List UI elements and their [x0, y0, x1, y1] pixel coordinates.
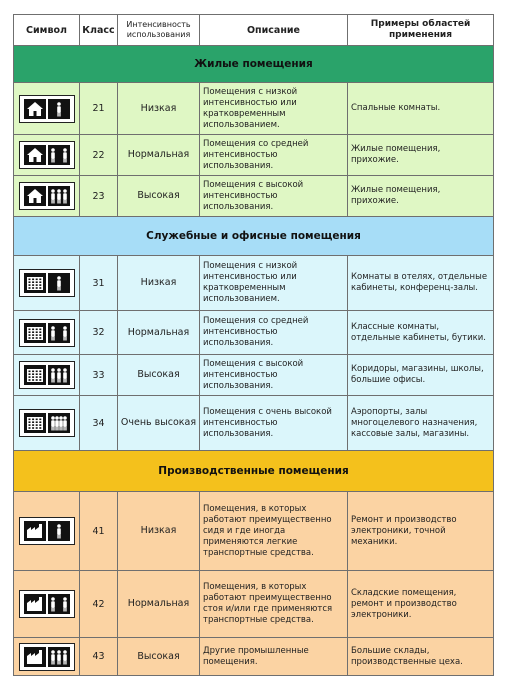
people-icon	[48, 594, 70, 614]
symbol-cell	[14, 571, 80, 638]
section-title: Жилые помещения	[14, 46, 494, 83]
description-cell: Помещения, в которых работают преимущественно сидя и где иногда применяются легкие транспортные средства.	[200, 492, 348, 571]
table-row	[14, 311, 494, 355]
description-cell: Помещения со средней интенсивностью использования.	[200, 135, 348, 176]
symbol-cell	[14, 355, 80, 396]
office-building-icon	[24, 273, 46, 293]
class-symbol-icon	[19, 643, 75, 671]
people-icon	[48, 145, 70, 165]
symbol-cell	[14, 256, 80, 311]
table-row	[14, 176, 494, 217]
symbol-cell	[14, 311, 80, 355]
office-building-icon	[24, 365, 46, 385]
header-symbol: Символ	[14, 15, 80, 46]
class-symbol-icon	[19, 182, 75, 210]
factory-icon	[24, 647, 46, 667]
house-icon	[24, 99, 46, 119]
class-cell: 32	[80, 311, 118, 355]
table-row	[14, 355, 494, 396]
examples-cell: Большие склады, производственные цеха.	[348, 638, 494, 676]
people-icon	[48, 413, 70, 433]
people-icon	[48, 323, 70, 343]
section-residential	[14, 46, 494, 83]
class-symbol-icon	[19, 517, 75, 545]
examples-cell: Складские помещения, ремонт и производство электроники.	[348, 571, 494, 638]
class-cell: 41	[80, 492, 118, 571]
description-cell: Помещения с высокой интенсивностью использования.	[200, 176, 348, 217]
examples-cell: Комнаты в отелях, отдельные кабинеты, конференц-залы.	[348, 256, 494, 311]
class-symbol-icon	[19, 141, 75, 169]
intensity-cell: Высокая	[118, 176, 200, 217]
section-title: Служебные и офисные помещения	[14, 217, 494, 256]
examples-cell: Классные комнаты, отдельные кабинеты, бутики.	[348, 311, 494, 355]
house-icon	[24, 186, 46, 206]
examples-cell: Жилые помещения, прихожие.	[348, 176, 494, 217]
factory-icon	[24, 521, 46, 541]
people-icon	[48, 647, 70, 667]
table-row	[14, 256, 494, 311]
examples-cell: Спальные комнаты.	[348, 83, 494, 135]
header-row	[14, 15, 494, 46]
intensity-cell: Нормальная	[118, 311, 200, 355]
intensity-cell: Нормальная	[118, 135, 200, 176]
examples-cell: Аэропорты, залы многоцелевого назначения, кассовые залы, магазины.	[348, 396, 494, 451]
intensity-cell: Низкая	[118, 492, 200, 571]
intensity-cell: Нормальная	[118, 571, 200, 638]
section-industrial	[14, 451, 494, 492]
table-row	[14, 492, 494, 571]
description-cell: Другие промышленные помещения.	[200, 638, 348, 676]
description-cell: Помещения с очень высокой интенсивностью использования.	[200, 396, 348, 451]
class-cell: 34	[80, 396, 118, 451]
house-icon	[24, 145, 46, 165]
symbol-cell	[14, 176, 80, 217]
people-icon	[48, 365, 70, 385]
symbol-cell	[14, 135, 80, 176]
section-office	[14, 217, 494, 256]
header-class: Класс	[80, 15, 118, 46]
office-building-icon	[24, 323, 46, 343]
description-cell: Помещения, в которых работают преимущественно стоя и/или где применяются транспортные средства.	[200, 571, 348, 638]
class-cell: 33	[80, 355, 118, 396]
symbol-cell	[14, 396, 80, 451]
class-symbol-icon	[19, 95, 75, 123]
intensity-cell: Высокая	[118, 638, 200, 676]
table-row	[14, 83, 494, 135]
symbol-cell	[14, 492, 80, 571]
table-row	[14, 396, 494, 451]
intensity-cell: Очень высокая	[118, 396, 200, 451]
class-cell: 31	[80, 256, 118, 311]
class-symbol-icon	[19, 409, 75, 437]
symbol-cell	[14, 83, 80, 135]
class-cell: 23	[80, 176, 118, 217]
examples-cell: Ремонт и производство электроники, точной механики.	[348, 492, 494, 571]
table-row	[14, 638, 494, 676]
examples-cell: Коридоры, магазины, школы, большие офисы.	[348, 355, 494, 396]
intensity-cell: Низкая	[118, 256, 200, 311]
description-cell: Помещения с низкой интенсивностью или кратковременным использованием.	[200, 256, 348, 311]
class-cell: 43	[80, 638, 118, 676]
examples-cell: Жилые помещения, прихожие.	[348, 135, 494, 176]
class-cell: 22	[80, 135, 118, 176]
class-symbol-icon	[19, 269, 75, 297]
header-intensity: Интенсивность использования	[118, 15, 200, 46]
description-cell: Помещения со средней интенсивностью использования.	[200, 311, 348, 355]
classification-table-wrapper	[13, 14, 493, 676]
factory-icon	[24, 594, 46, 614]
header-description: Описание	[200, 15, 348, 46]
people-icon	[48, 273, 70, 293]
usage-class-table	[13, 14, 494, 676]
class-cell: 21	[80, 83, 118, 135]
header-examples: Примеры областей применения	[348, 15, 494, 46]
class-symbol-icon	[19, 319, 75, 347]
people-icon	[48, 521, 70, 541]
description-cell: Помещения с низкой интенсивностью или кратковременным использованием.	[200, 83, 348, 135]
section-title: Производственные помещения	[14, 451, 494, 492]
table-row	[14, 571, 494, 638]
people-icon	[48, 186, 70, 206]
class-symbol-icon	[19, 590, 75, 618]
intensity-cell: Высокая	[118, 355, 200, 396]
class-cell: 42	[80, 571, 118, 638]
symbol-cell	[14, 638, 80, 676]
office-building-icon	[24, 413, 46, 433]
intensity-cell: Низкая	[118, 83, 200, 135]
description-cell: Помещения с высокой интенсивностью использования.	[200, 355, 348, 396]
table-row	[14, 135, 494, 176]
people-icon	[48, 99, 70, 119]
class-symbol-icon	[19, 361, 75, 389]
